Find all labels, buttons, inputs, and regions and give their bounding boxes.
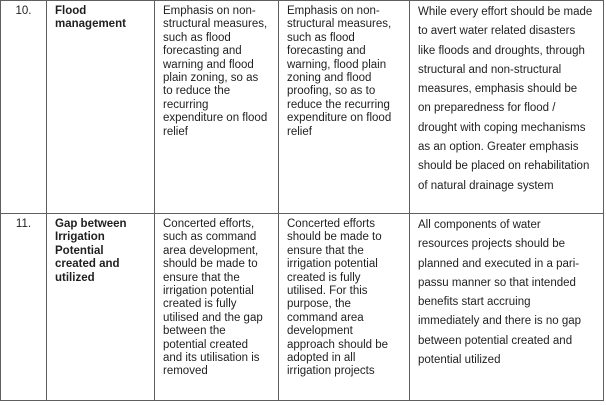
issue-title: Flood management xyxy=(47,1,155,214)
policy-text-column-5: All components of water resources projects should be planned and executed in a pari-passu manner so that intended benefits start accruing immediately and there is no gap between potential created and potential utilized xyxy=(410,214,604,401)
row-number: 10. xyxy=(1,1,47,214)
policy-text-column-5: While every effort should be made to avert water related disasters like floods and droughts, through structural and non-structural measures, emphasis should be on preparedness for flood / drought with coping mechanisms as an option. Greater emphasis should be placed on rehabilitation of natural drainage system xyxy=(410,1,604,214)
table-row xyxy=(1,1,604,214)
policy-text-column-4: Emphasis on non-structural measures, such as flood forecasting and warning, flood plain zoning and flood proofing, so as to reduce the recurring expenditure on flood relief xyxy=(279,1,410,214)
row-number: 11. xyxy=(1,214,47,401)
policy-text-column-4: Concerted efforts should be made to ensure that the irrigation potential created is fully utilised. For this purpose, the command area development approach should be adopted in all irrigation projects xyxy=(279,214,410,401)
policy-text-column-3: Concerted efforts, such as command area development, should be made to ensure that the irrigation potential created is fully utilised and the gap between the potential created and its utilisation is removed xyxy=(155,214,279,401)
table-row xyxy=(1,214,604,401)
policy-text-column-3: Emphasis on non-structural measures, such as flood forecasting and warning and flood plain zoning, so as to reduce the recurring expenditure on flood relief xyxy=(155,1,279,214)
issue-title: Gap between Irrigation Potential created and utilized xyxy=(47,214,155,401)
